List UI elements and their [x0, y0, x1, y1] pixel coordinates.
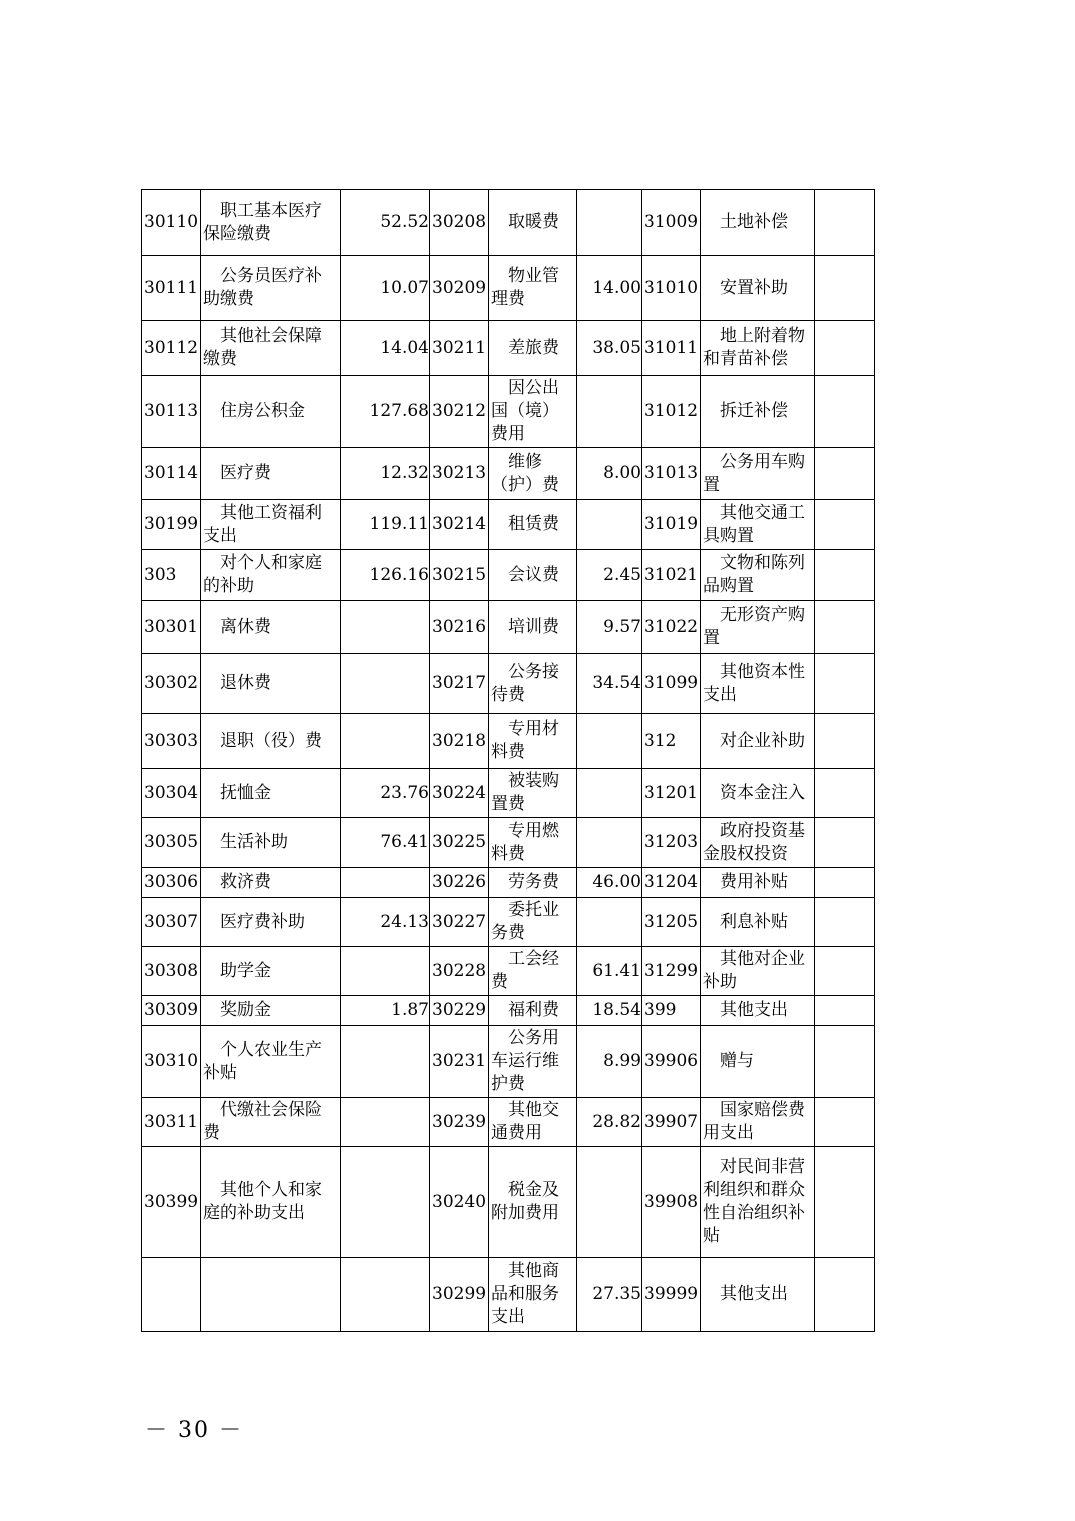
- amount-cell: 126.16: [341, 550, 430, 601]
- econ-code-cell: 30114: [142, 448, 201, 500]
- budget-table: [141, 189, 875, 1332]
- econ-code-cell: 31013: [642, 448, 701, 500]
- item-name-cell: 被装购置费: [489, 769, 577, 818]
- amount-cell: 10.07: [341, 256, 430, 321]
- item-name-cell: 利息补贴: [701, 898, 815, 947]
- item-name-cell: 费用补贴: [701, 868, 815, 898]
- item-name-cell: 拆迁补偿: [701, 376, 815, 448]
- amount-cell: [815, 376, 875, 448]
- item-name-cell: 其他个人和家庭的补助支出: [201, 1147, 341, 1258]
- econ-code-cell: 30308: [142, 947, 201, 996]
- item-name-cell: 租赁费: [489, 500, 577, 550]
- econ-code-cell: 31009: [642, 190, 701, 256]
- item-name-cell: 其他支出: [701, 1258, 815, 1332]
- item-name-cell: 其他商品和服务支出: [489, 1258, 577, 1332]
- econ-code-cell: 30110: [142, 190, 201, 256]
- amount-cell: [341, 1098, 430, 1147]
- item-name-cell: 因公出国（境）费用: [489, 376, 577, 448]
- item-name-cell: 医疗费补助: [201, 898, 341, 947]
- table-row: [142, 601, 875, 654]
- econ-code-cell: 30307: [142, 898, 201, 947]
- econ-code-cell: 30229: [430, 996, 489, 1026]
- item-name-cell: 安置补助: [701, 256, 815, 321]
- item-name-cell: 税金及附加费用: [489, 1147, 577, 1258]
- amount-cell: 9.57: [577, 601, 642, 654]
- amount-cell: 61.41: [577, 947, 642, 996]
- item-name-cell: 福利费: [489, 996, 577, 1026]
- table-row: [142, 1098, 875, 1147]
- amount-cell: [341, 947, 430, 996]
- item-name-cell: 公务接待费: [489, 654, 577, 714]
- econ-code-cell: 399: [642, 996, 701, 1026]
- econ-code-cell: 31201: [642, 769, 701, 818]
- item-name-cell: 对个人和家庭的补助: [201, 550, 341, 601]
- econ-code-cell: 30217: [430, 654, 489, 714]
- item-name-cell: 公务用车运行维护费: [489, 1026, 577, 1098]
- econ-code-cell: [142, 1258, 201, 1332]
- amount-cell: 28.82: [577, 1098, 642, 1147]
- item-name-cell: 对企业补助: [701, 714, 815, 769]
- amount-cell: [341, 714, 430, 769]
- amount-cell: [341, 1147, 430, 1258]
- amount-cell: [577, 818, 642, 868]
- econ-code-cell: 30231: [430, 1026, 489, 1098]
- econ-code-cell: 30209: [430, 256, 489, 321]
- econ-code-cell: 31011: [642, 321, 701, 376]
- econ-code-cell: 39908: [642, 1147, 701, 1258]
- amount-cell: [815, 654, 875, 714]
- amount-cell: [815, 769, 875, 818]
- econ-code-cell: 30112: [142, 321, 201, 376]
- amount-cell: 12.32: [341, 448, 430, 500]
- item-name-cell: 退休费: [201, 654, 341, 714]
- econ-code-cell: 30299: [430, 1258, 489, 1332]
- item-name-cell: 委托业务费: [489, 898, 577, 947]
- econ-code-cell: 30199: [142, 500, 201, 550]
- item-name-cell: 工会经费: [489, 947, 577, 996]
- amount-cell: 127.68: [341, 376, 430, 448]
- item-name-cell: 对民间非营利组织和群众性自治组织补贴: [701, 1147, 815, 1258]
- amount-cell: [815, 1098, 875, 1147]
- econ-code-cell: 30111: [142, 256, 201, 321]
- econ-code-cell: 39907: [642, 1098, 701, 1147]
- amount-cell: [577, 1147, 642, 1258]
- item-name-cell: 土地补偿: [701, 190, 815, 256]
- econ-code-cell: 30304: [142, 769, 201, 818]
- econ-code-cell: 31099: [642, 654, 701, 714]
- econ-code-cell: 30211: [430, 321, 489, 376]
- amount-cell: 52.52: [341, 190, 430, 256]
- item-name-cell: 救济费: [201, 868, 341, 898]
- amount-cell: [577, 190, 642, 256]
- item-name-cell: 公务用车购置: [701, 448, 815, 500]
- table-body: [142, 190, 875, 1332]
- item-name-cell: 退职（役）费: [201, 714, 341, 769]
- table-row: [142, 500, 875, 550]
- amount-cell: [815, 500, 875, 550]
- table-row: [142, 1026, 875, 1098]
- item-name-cell: 文物和陈列品购置: [701, 550, 815, 601]
- item-name-cell: 个人农业生产补贴: [201, 1026, 341, 1098]
- item-name-cell: 其他社会保障缴费: [201, 321, 341, 376]
- table-row: [142, 448, 875, 500]
- amount-cell: [815, 1147, 875, 1258]
- table-row: [142, 190, 875, 256]
- amount-cell: 34.54: [577, 654, 642, 714]
- amount-cell: 8.99: [577, 1026, 642, 1098]
- econ-code-cell: 30213: [430, 448, 489, 500]
- econ-code-cell: 30226: [430, 868, 489, 898]
- amount-cell: [341, 1026, 430, 1098]
- amount-cell: [815, 818, 875, 868]
- amount-cell: [815, 868, 875, 898]
- item-name-cell: 其他工资福利支出: [201, 500, 341, 550]
- econ-code-cell: 30302: [142, 654, 201, 714]
- item-name-cell: 政府投资基金股权投资: [701, 818, 815, 868]
- econ-code-cell: 30225: [430, 818, 489, 868]
- item-name-cell: 抚恤金: [201, 769, 341, 818]
- amount-cell: 119.11: [341, 500, 430, 550]
- table-row: [142, 868, 875, 898]
- amount-cell: [577, 714, 642, 769]
- amount-cell: 14.00: [577, 256, 642, 321]
- amount-cell: 24.13: [341, 898, 430, 947]
- item-name-cell: 培训费: [489, 601, 577, 654]
- amount-cell: [815, 996, 875, 1026]
- item-name-cell: 住房公积金: [201, 376, 341, 448]
- econ-code-cell: 31019: [642, 500, 701, 550]
- item-name-cell: 职工基本医疗保险缴费: [201, 190, 341, 256]
- econ-code-cell: 31022: [642, 601, 701, 654]
- item-name-cell: 物业管理费: [489, 256, 577, 321]
- econ-code-cell: 30212: [430, 376, 489, 448]
- econ-code-cell: 30310: [142, 1026, 201, 1098]
- econ-code-cell: 31299: [642, 947, 701, 996]
- amount-cell: [341, 601, 430, 654]
- amount-cell: 76.41: [341, 818, 430, 868]
- item-name-cell: 劳务费: [489, 868, 577, 898]
- item-name-cell: 维修（护）费: [489, 448, 577, 500]
- item-name-cell: [201, 1258, 341, 1332]
- table-row: [142, 769, 875, 818]
- econ-code-cell: 30113: [142, 376, 201, 448]
- item-name-cell: 无形资产购置: [701, 601, 815, 654]
- econ-code-cell: 30305: [142, 818, 201, 868]
- table-row: [142, 714, 875, 769]
- econ-code-cell: 30303: [142, 714, 201, 769]
- econ-code-cell: 30306: [142, 868, 201, 898]
- amount-cell: [815, 190, 875, 256]
- amount-cell: [815, 256, 875, 321]
- amount-cell: [341, 1258, 430, 1332]
- table-row: [142, 376, 875, 448]
- amount-cell: 18.54: [577, 996, 642, 1026]
- amount-cell: [577, 376, 642, 448]
- table-row: [142, 818, 875, 868]
- item-name-cell: 国家赔偿费用支出: [701, 1098, 815, 1147]
- amount-cell: [815, 898, 875, 947]
- table-row: [142, 898, 875, 947]
- amount-cell: [341, 654, 430, 714]
- amount-cell: 23.76: [341, 769, 430, 818]
- econ-code-cell: 30239: [430, 1098, 489, 1147]
- amount-cell: 27.35: [577, 1258, 642, 1332]
- amount-cell: [815, 714, 875, 769]
- item-name-cell: 其他交通工具购置: [701, 500, 815, 550]
- econ-code-cell: 31021: [642, 550, 701, 601]
- amount-cell: [815, 1258, 875, 1332]
- amount-cell: [815, 1026, 875, 1098]
- econ-code-cell: 30216: [430, 601, 489, 654]
- item-name-cell: 专用燃料费: [489, 818, 577, 868]
- econ-code-cell: 30224: [430, 769, 489, 818]
- table-row: [142, 256, 875, 321]
- amount-cell: [577, 500, 642, 550]
- econ-code-cell: 39906: [642, 1026, 701, 1098]
- amount-cell: 46.00: [577, 868, 642, 898]
- table-row: [142, 947, 875, 996]
- econ-code-cell: 30227: [430, 898, 489, 947]
- item-name-cell: 取暖费: [489, 190, 577, 256]
- item-name-cell: 其他支出: [701, 996, 815, 1026]
- econ-code-cell: 303: [142, 550, 201, 601]
- table-row: [142, 1258, 875, 1332]
- item-name-cell: 赠与: [701, 1026, 815, 1098]
- econ-code-cell: 31010: [642, 256, 701, 321]
- econ-code-cell: 31205: [642, 898, 701, 947]
- table-row: [142, 321, 875, 376]
- table-row: [142, 1147, 875, 1258]
- item-name-cell: 生活补助: [201, 818, 341, 868]
- item-name-cell: 医疗费: [201, 448, 341, 500]
- econ-code-cell: 30218: [430, 714, 489, 769]
- amount-cell: [815, 321, 875, 376]
- amount-cell: [577, 898, 642, 947]
- amount-cell: [341, 868, 430, 898]
- item-name-cell: 公务员医疗补助缴费: [201, 256, 341, 321]
- page-number: － 30 －: [145, 1418, 243, 1443]
- amount-cell: 8.00: [577, 448, 642, 500]
- econ-code-cell: 30214: [430, 500, 489, 550]
- econ-code-cell: 312: [642, 714, 701, 769]
- econ-code-cell: 30399: [142, 1147, 201, 1258]
- item-name-cell: 其他对企业补助: [701, 947, 815, 996]
- amount-cell: 2.45: [577, 550, 642, 601]
- item-name-cell: 地上附着物和青苗补偿: [701, 321, 815, 376]
- amount-cell: 14.04: [341, 321, 430, 376]
- item-name-cell: 专用材料费: [489, 714, 577, 769]
- table-row: [142, 996, 875, 1026]
- econ-code-cell: 30240: [430, 1147, 489, 1258]
- econ-code-cell: 30309: [142, 996, 201, 1026]
- amount-cell: [815, 550, 875, 601]
- item-name-cell: 其他交通费用: [489, 1098, 577, 1147]
- econ-code-cell: 31204: [642, 868, 701, 898]
- amount-cell: [577, 769, 642, 818]
- econ-code-cell: 31012: [642, 376, 701, 448]
- econ-code-cell: 30215: [430, 550, 489, 601]
- econ-code-cell: 31203: [642, 818, 701, 868]
- table-row: [142, 550, 875, 601]
- amount-cell: 1.87: [341, 996, 430, 1026]
- item-name-cell: 助学金: [201, 947, 341, 996]
- table-row: [142, 654, 875, 714]
- item-name-cell: 会议费: [489, 550, 577, 601]
- item-name-cell: 其他资本性支出: [701, 654, 815, 714]
- item-name-cell: 奖励金: [201, 996, 341, 1026]
- amount-cell: [815, 947, 875, 996]
- econ-code-cell: 39999: [642, 1258, 701, 1332]
- item-name-cell: 离休费: [201, 601, 341, 654]
- item-name-cell: 资本金注入: [701, 769, 815, 818]
- econ-code-cell: 30311: [142, 1098, 201, 1147]
- item-name-cell: 代缴社会保险费: [201, 1098, 341, 1147]
- amount-cell: [815, 448, 875, 500]
- econ-code-cell: 30208: [430, 190, 489, 256]
- amount-cell: [815, 601, 875, 654]
- item-name-cell: 差旅费: [489, 321, 577, 376]
- econ-code-cell: 30228: [430, 947, 489, 996]
- amount-cell: 38.05: [577, 321, 642, 376]
- econ-code-cell: 30301: [142, 601, 201, 654]
